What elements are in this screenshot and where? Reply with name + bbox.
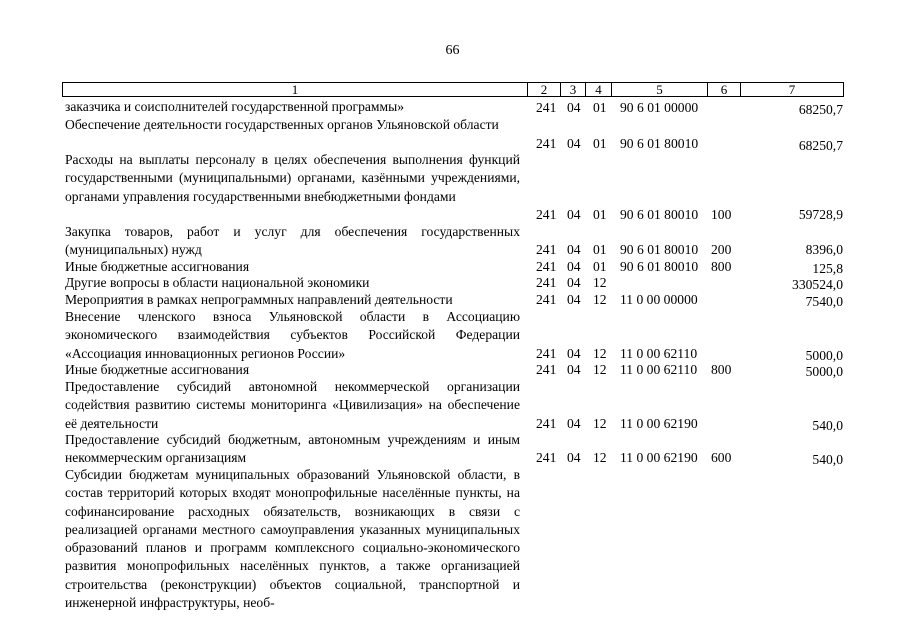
amount: 330524,0 xyxy=(792,277,843,292)
code-ministry: 241 xyxy=(536,346,557,361)
header-col-3: 3 xyxy=(560,82,586,97)
code-target-article: 11 0 00 62190 xyxy=(620,450,698,465)
header-col-1: 1 xyxy=(62,82,528,97)
code-section: 04 xyxy=(567,292,581,307)
code-ministry: 241 xyxy=(536,242,557,257)
code-ministry: 241 xyxy=(536,259,557,274)
row-description: Мероприятия в рамках непрограммных направлений деятельности xyxy=(65,292,453,307)
header-col-2: 2 xyxy=(527,82,561,97)
row-description: Иные бюджетные ассигнования xyxy=(65,362,250,377)
code-subsection: 12 xyxy=(593,346,607,361)
code-ministry: 241 xyxy=(536,207,557,222)
code-target-article: 90 6 01 80010 xyxy=(620,259,699,274)
code-section: 04 xyxy=(567,136,581,151)
amount: 68250,7 xyxy=(798,138,843,153)
code-ministry: 241 xyxy=(536,450,557,465)
code-subsection: 12 xyxy=(593,450,607,465)
code-section: 04 xyxy=(567,259,581,274)
code-section: 04 xyxy=(567,242,581,257)
code-subsection: 12 xyxy=(593,292,607,307)
amount: 8396,0 xyxy=(805,242,843,257)
code-ministry: 241 xyxy=(536,136,557,151)
header-col-4: 4 xyxy=(585,82,612,97)
code-subsection: 01 xyxy=(593,242,607,257)
code-expense-type: 600 xyxy=(711,450,732,465)
amount: 540,0 xyxy=(812,418,843,433)
amount: 59728,9 xyxy=(798,207,843,222)
row-description: Субсидии бюджетам муниципальных образований Ульяновской области, в состав территорий которых входят монопрофильные населённые пункты, на софинансирование расходных обязательств, возникающих в связи с реализацией органами местного самоуправления указанных муниципальных образований планов и программ комплексного социально-экономического развития монопрофильных населённых пунктов, а также организацией строительства (реконструкции) объектов социальной, транспортной и инженерной инфраструктуры, необ- xyxy=(65,467,520,611)
code-section: 04 xyxy=(567,275,581,290)
code-expense-type: 800 xyxy=(711,362,732,377)
code-section: 04 xyxy=(567,362,581,377)
code-target-article: 90 6 01 80010 xyxy=(620,242,699,257)
code-target-article: 11 0 00 62190 xyxy=(620,416,698,431)
row-description: Внесение членского взноса Ульяновской области в Ассоциацию экономического взаимодействия субъектов Российской Федерации «Ассоциация инновационных регионов России» xyxy=(65,309,520,361)
code-subsection: 01 xyxy=(593,136,607,151)
code-target-article: 11 0 00 62110 xyxy=(620,346,698,361)
code-subsection: 12 xyxy=(593,275,607,290)
header-col-5: 5 xyxy=(611,82,708,97)
header-col-6: 6 xyxy=(707,82,741,97)
amount: 68250,7 xyxy=(798,102,843,117)
code-ministry: 241 xyxy=(536,292,557,307)
code-ministry: 241 xyxy=(536,362,557,377)
code-section: 04 xyxy=(567,207,581,222)
page-number: 66 xyxy=(445,43,460,58)
row-description: Расходы на выплаты персоналу в целях обеспечения выполнения функций государственными (муниципальными) органами, казёнными учреждениями, органами управления государственными внебюджетными фондами xyxy=(65,152,520,204)
code-subsection: 12 xyxy=(593,362,607,377)
amount: 125,8 xyxy=(812,261,843,276)
row-description: Иные бюджетные ассигнования xyxy=(65,259,250,274)
amount: 7540,0 xyxy=(805,294,843,309)
code-target-article: 90 6 01 80010 xyxy=(620,207,699,222)
row-description: Предоставление субсидий бюджетным, автономным учреждениям и иным некоммерческим организациям xyxy=(65,432,520,466)
code-ministry: 241 xyxy=(536,275,557,290)
code-subsection: 01 xyxy=(593,100,607,115)
code-subsection: 01 xyxy=(593,259,607,274)
code-expense-type: 100 xyxy=(711,207,732,222)
code-expense-type: 200 xyxy=(711,242,732,257)
code-target-article: 90 6 01 00000 xyxy=(620,100,699,115)
code-section: 04 xyxy=(567,346,581,361)
row-description: Предоставление субсидий автономной некоммерческой организации содействия развитию системы мониторинга «Цивилизация» на обеспечение её деятельности xyxy=(65,379,520,431)
code-section: 04 xyxy=(567,450,581,465)
code-subsection: 01 xyxy=(593,207,607,222)
code-section: 04 xyxy=(567,100,581,115)
amount: 5000,0 xyxy=(805,364,843,379)
header-col-7: 7 xyxy=(740,82,844,97)
code-target-article: 90 6 01 80010 xyxy=(620,136,699,151)
row-description: заказчика и соисполнителей государственной программы» xyxy=(65,99,405,114)
row-description: Обеспечение деятельности государственных органов Ульяновской области xyxy=(65,117,499,132)
code-section: 04 xyxy=(567,416,581,431)
amount: 540,0 xyxy=(812,452,843,467)
code-ministry: 241 xyxy=(536,416,557,431)
code-target-article: 11 0 00 62110 xyxy=(620,362,698,377)
row-description: Другие вопросы в области национальной экономики xyxy=(65,275,370,290)
code-target-article: 11 0 00 00000 xyxy=(620,292,698,307)
row-description: Закупка товаров, работ и услуг для обеспечения государственных (муниципальных) нужд xyxy=(65,224,520,258)
code-expense-type: 800 xyxy=(711,259,732,274)
code-subsection: 12 xyxy=(593,416,607,431)
amount: 5000,0 xyxy=(805,348,843,363)
code-ministry: 241 xyxy=(536,100,557,115)
